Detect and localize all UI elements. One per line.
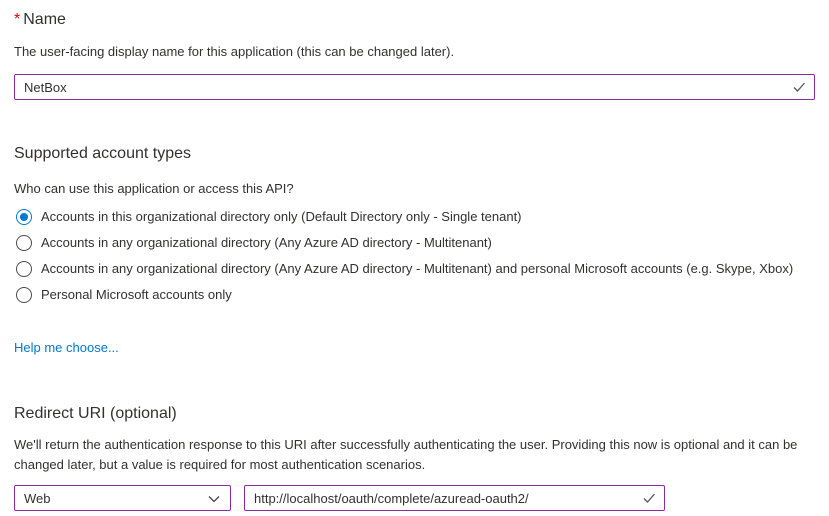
redirect-uri-title: Redirect URI (optional) (14, 405, 177, 422)
required-asterisk: * (14, 11, 21, 28)
name-section-title (14, 0, 815, 30)
account-type-option-personal-only[interactable] (16, 287, 815, 303)
redirect-uri-description: We'll return the authentication response to this URI after successfully authenticating the user. Providing this now is optional and it can be changed later, but a value is required for most authentication scenarios. (14, 437, 798, 472)
account-type-option-label: Personal Microsoft accounts only (41, 287, 232, 302)
radio-button-icon (16, 287, 32, 303)
radio-button-icon (16, 261, 32, 277)
account-types-question: Who can use this application or access this API? (14, 181, 294, 196)
redirect-uri-field-wrapper (244, 485, 665, 511)
platform-select[interactable] (14, 485, 231, 511)
name-description: The user-facing display name for this application (this can be changed later). (14, 44, 455, 59)
redirect-uri-input[interactable] (244, 485, 665, 511)
radio-button-icon (16, 209, 32, 225)
account-type-option-label: Accounts in any organizational directory (Any Azure AD directory - Multitenant) (41, 235, 492, 250)
supported-account-types-title: Supported account types (14, 145, 192, 162)
name-title-text: Name (23, 11, 66, 28)
help-me-choose-link[interactable]: Help me choose... (14, 340, 119, 355)
name-field-wrapper (14, 74, 815, 100)
account-type-option-multitenant[interactable] (16, 235, 815, 251)
platform-select-value: Web (24, 490, 51, 506)
name-input[interactable] (14, 74, 815, 100)
account-type-option-label: Accounts in this organizational directory only (Default Directory only - Single tenant) (41, 209, 522, 224)
account-types-radio-group (14, 209, 815, 303)
account-type-option-single-tenant[interactable] (16, 209, 815, 225)
radio-button-icon (16, 235, 32, 251)
chevron-down-icon (207, 492, 221, 506)
account-type-option-multitenant-personal[interactable] (16, 261, 815, 277)
redirect-uri-row (14, 485, 815, 511)
account-type-option-label: Accounts in any organizational directory (Any Azure AD directory - Multitenant) and personal Microsoft accounts (e.g. Skype, Xbox) (41, 261, 794, 276)
